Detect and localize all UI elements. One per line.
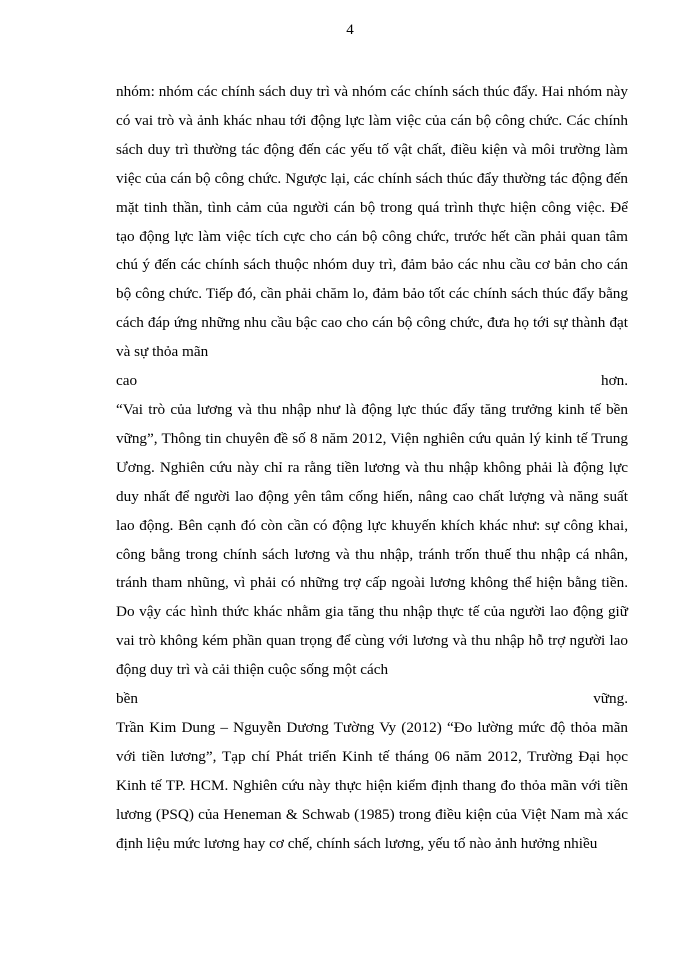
page-number: 4 (346, 22, 354, 38)
last-line-left: cao (116, 372, 138, 390)
paragraph-last-line (116, 685, 628, 714)
last-line-left: bền (116, 690, 138, 708)
document-body (116, 78, 628, 858)
paragraph-text: “Vai trò của lương và thu nhập như là động lực thúc đẩy tăng trưởng kinh tế bền vững”, Thông tin chuyên đề số 8 năm 2012, Viện nghiên cứu quản lý kinh tế Trung Ương. Nghiên cứu này chỉ ra rằng tiền lương và thu nhập không phải là động lực duy nhất để người lao động yên tâm cống hiến, nâng cao chất lượng và năng suất lao động. Bên cạnh đó còn cần có động lực khuyến khích khác như: sự công khai, công bằng trong chính sách lương và thu nhập, tránh trốn thuế thu nhập cá nhân, tránh tham nhũng, vì phải có những trợ cấp ngoài lương không thể hiện bằng tiền. Do vậy các hình thức khác nhằm gia tăng thu nhập thực tế của người lao động giữ vai trò không kém phần quan trọng để cùng với lương và thu nhập hỗ trợ người lao động duy trì và cải thiện cuộc sống một cách (116, 400, 628, 679)
paragraph-policy-groups (116, 78, 628, 367)
last-line-right: hơn. (600, 372, 628, 390)
last-line-right: vững. (593, 690, 628, 708)
paragraph-text: Trần Kim Dung – Nguyễn Dương Tường Vy (2012) “Đo lường mức độ thỏa mãn với tiền lương”, Tạp chí Phát triển Kinh tế tháng 06 năm 2012, Trường Đại học Kinh tế TP. HCM. Nghiên cứu này thực hiện kiểm định thang đo thỏa mãn với tiền lương (PSQ) của Heneman & Schwab (1985) trong điều kiện của Việt Nam mà xác định liệu mức lương hay cơ chế, chính sách lương, yếu tố nào ảnh hưởng nhiều (116, 718, 628, 852)
paragraph-last-line (116, 367, 628, 396)
paragraph-salary-role (116, 396, 628, 685)
paragraph-salary-satisfaction (116, 714, 628, 859)
paragraph-text: nhóm: nhóm các chính sách duy trì và nhóm các chính sách thúc đẩy. Hai nhóm này có vai trò và ảnh khác nhau tới động lực làm việc của cán bộ công chức. Các chính sách duy trì thường tác động đến các yếu tố vật chất, điều kiện và môi trường làm việc của cán bộ công chức. Ngược lại, các chính sách thúc đẩy thường tác động đến mặt tinh thần, tình cảm của người cán bộ trong quá trình thực hiện công việc. Để tạo động lực làm việc tích cực cho cán bộ công chức, trước hết cần phải quan tâm chú ý đến các chính sách thuộc nhóm duy trì, đảm bảo các nhu cầu cơ bản cho cán bộ công chức. Tiếp đó, cần phải chăm lo, đảm bảo tốt các chính sách thúc đẩy bằng cách đáp ứng những nhu cầu bậc cao cho cán bộ công chức, đưa họ tới sự thành đạt và sự thỏa mãn (116, 83, 628, 361)
